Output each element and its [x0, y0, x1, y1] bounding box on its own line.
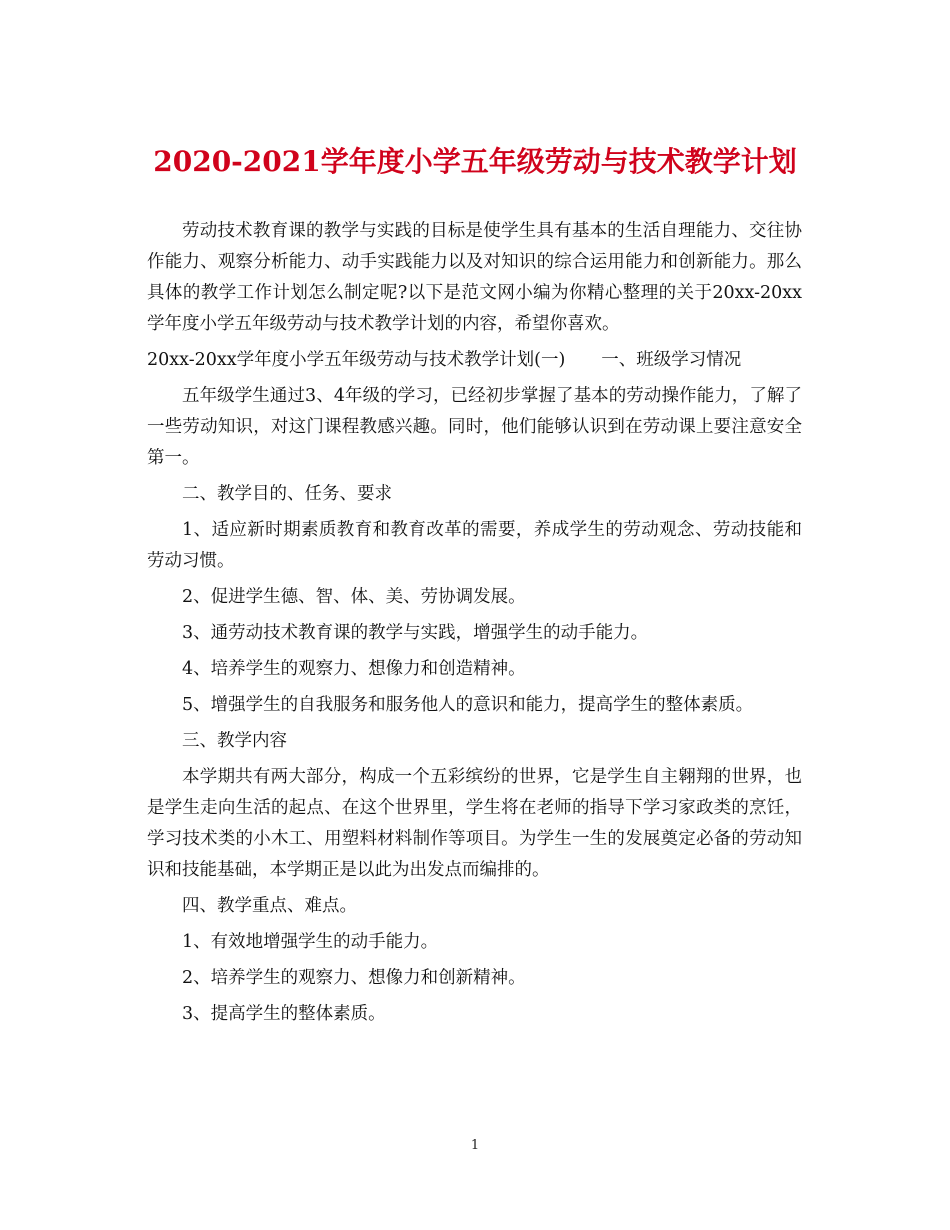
section1-heading: 一、班级学习情况 [601, 350, 742, 370]
goal-item-1: 1、适应新时期素质教育和教育改革的需要，养成学生的劳动观念、劳动技能和劳动习惯。 [147, 520, 802, 571]
goal-item-4: 4、培养学生的观察力、想像力和创造精神。 [182, 659, 526, 679]
section3-paragraph: 本学期共有两大部分，构成一个五彩缤纷的世界，它是学生自主翱翔的世界，也是学生走向生活的起点、在这个世界里，学生将在老师的指导下学习家政类的烹饪，学习技术类的小木工、用塑料材料制作等项目。为学生一生的发展奠定必备的劳动知识和技能基础，本学期正是以此为出发点而编排的。 [147, 767, 802, 880]
section1-paragraph: 五年级学生通过3、4年级的学习，已经初步掌握了基本的劳动操作能力，了解了一些劳动知识，对这门课程教感兴趣。同时，他们能够认识到在劳动课上要注意安全第一。 [147, 386, 802, 468]
section2-heading: 二、教学目的、任务、要求 [182, 484, 392, 504]
goal-item-5: 5、增强学生的自我服务和服务他人的意识和能力，提高学生的整体素质。 [182, 695, 754, 715]
key-point-1: 1、有效地增强学生的动手能力。 [182, 932, 439, 952]
intro-paragraph: 劳动技术教育课的教学与实践的目标是使学生具有基本的生活自理能力、交往协作能力、观察分析能力、动手实践能力以及对知识的综合运用能力和创新能力。那么具体的教学工作计划怎么制定呢?以下是范文网小编为你精心整理的关于20xx-20xx学年度小学五年级劳动与技术教学计划的内容，希望你喜欢。 [147, 221, 802, 334]
section3-heading: 三、教学内容 [182, 731, 287, 751]
page-number: 1 [470, 1138, 480, 1153]
subtitle-line [147, 345, 802, 376]
key-point-2: 2、培养学生的观察力、想像力和创新精神。 [182, 968, 526, 988]
document-title: 2020-2021学年度小学五年级劳动与技术教学计划 [153, 145, 797, 178]
section4-heading: 四、教学重点、难点。 [182, 896, 357, 916]
document-body [147, 216, 802, 1035]
goal-item-2: 2、促进学生德、智、体、美、劳协调发展。 [182, 587, 526, 607]
goal-item-3: 3、通劳动技术教育课的教学与实践，增强学生的动手能力。 [182, 623, 649, 643]
plan-subtitle: 20xx-20xx学年度小学五年级劳动与技术教学计划(一) [147, 350, 566, 370]
key-point-3: 3、提高学生的整体素质。 [182, 1004, 386, 1024]
